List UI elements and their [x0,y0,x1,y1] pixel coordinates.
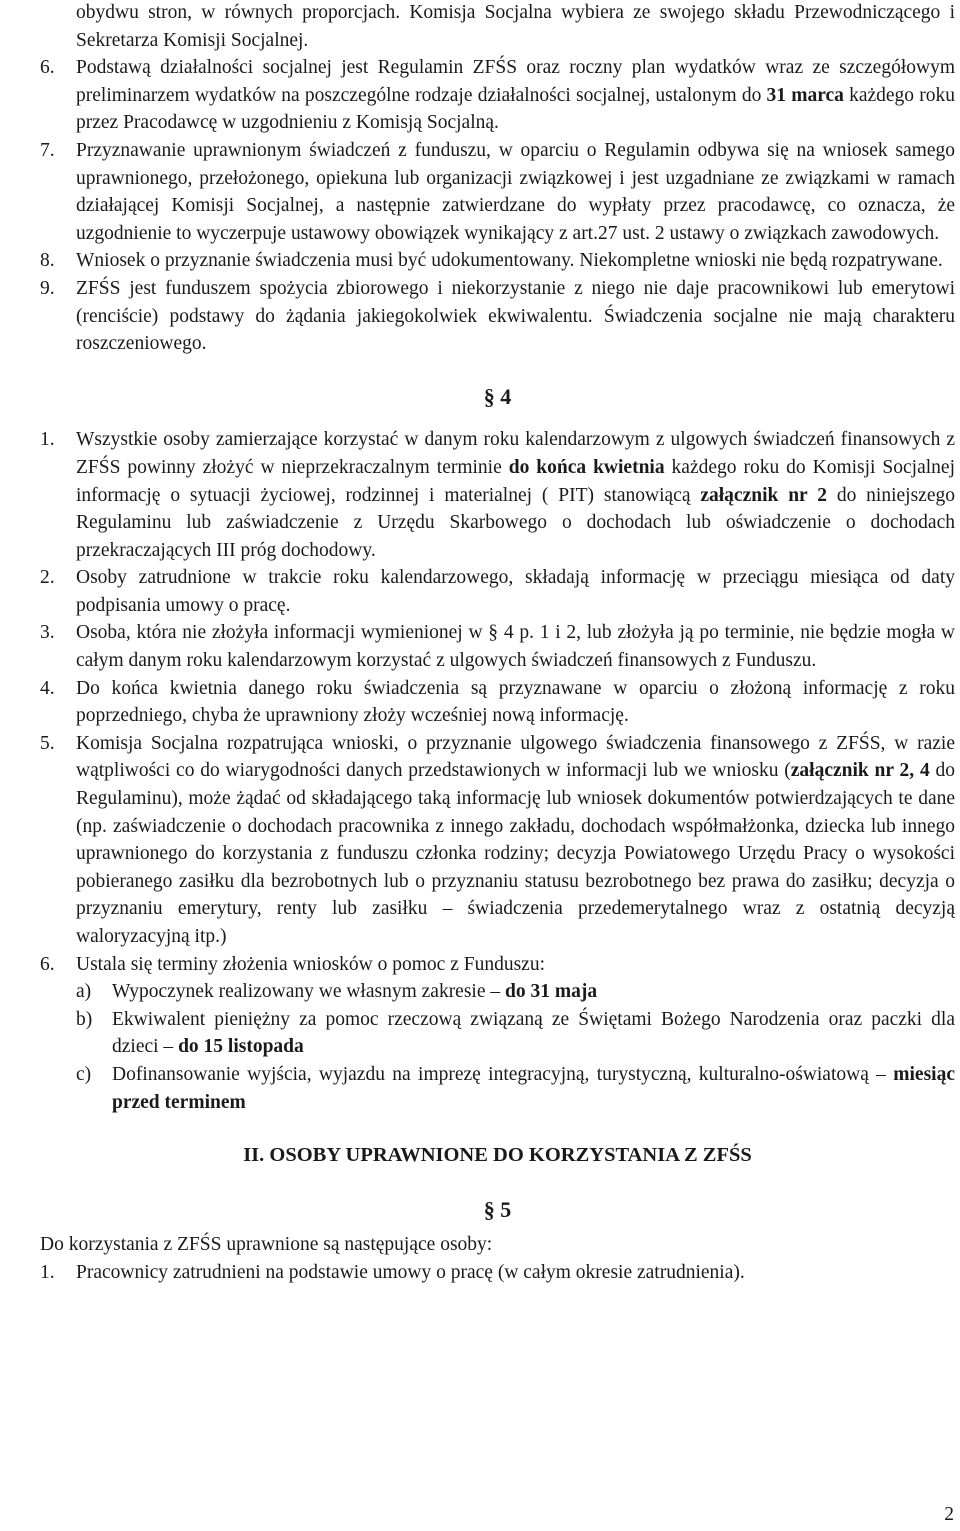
document-page [40,0,955,1287]
item-number: 7. [40,139,55,161]
section-4-item-2 [40,564,955,619]
section-4-list [40,426,955,978]
section-4-item-1 [40,426,955,564]
item-number: 3. [40,622,55,644]
item-number: 9. [40,277,55,299]
text-run: Dofinansowanie wyjścia, wyjazdu na imprezę integracyjną, turystyczną, kulturalno-oświatową – [112,1063,894,1085]
section-5-intro: Do korzystania z ZFŚS uprawnione są następujące osoby: [40,1234,493,1256]
section-4-item-6 [40,951,955,979]
subitem-letter: b) [76,1008,93,1030]
item-number: 2. [40,567,55,589]
text-run: ZFŚS jest funduszem spożycia zbiorowego i niekorzystanie z niego nie daje pracownikowi lub emerytowi (renciście) podstawy do żądania jakiegokolwiek ekwiwalentu. Świadczenia socjalne nie mają charakteru roszczeniowego. [76,277,955,355]
text-run: Ekwiwalent pieniężny za pomoc rzeczową związaną ze Świętami Bożego Narodzenia oraz paczki dla dzieci – [112,1008,955,1058]
subitem-b [40,1006,955,1061]
section-5-item-1 [40,1259,955,1287]
item-number: 1. [40,1261,55,1283]
bold-text: do 15 listopada [178,1036,304,1058]
text-run: Wniosek o przyznanie świadczenia musi być udokumentowany. Niekompletne wnioski nie będą rozpatrywane. [76,250,943,272]
section-3-item-4 [40,275,955,358]
item-number: 6. [40,57,55,79]
item-number: 6. [40,953,55,975]
subitem-letter: c) [76,1063,92,1085]
section-4-item-3 [40,619,955,674]
subitem-a [40,978,955,1006]
item-number: 1. [40,429,55,451]
text-run: Do końca kwietnia danego roku świadczenia są przyznawane w oparciu o złożoną informację z roku poprzedniego, chyba że uprawniony złoży wcześniej nową informację. [76,677,955,727]
item-number: 4. [40,677,55,699]
paragraph-sign-5: § 5 [483,1196,512,1222]
paragraph-sign-4: § 4 [483,383,512,409]
section-3-list [40,54,955,358]
subitem-c [40,1061,955,1116]
bold-text: załącznik nr 2 [700,484,827,506]
text-run: Pracownicy zatrudnieni na podstawie umowy o pracę (w całym okresie zatrudnienia). [76,1261,745,1283]
text-run: Podstawą działalności socjalnej jest Regulamin ZFŚS oraz roczny plan wydatków wraz ze szczegółowym preliminarzem wydatków na poszczególne rodzaje działalności socjalnej, ustalonym do [76,57,955,106]
page-number: 2 [944,1504,954,1526]
section-3-item-3 [40,247,955,275]
text-run: Komisja Socjalna rozpatrująca wnioski, o przyznanie ulgowego świadczenia finansowego z ZFŚS, w razie wątpliwości co do wiarygodności danych przedstawionych w informacji lub we wniosku ( [76,732,955,782]
text-run: Osoby zatrudnione w trakcie roku kalendarzowego, składają informację w przeciągu miesiąca od daty podpisania umowy o pracę. [76,567,955,616]
bold-text: 31 marca [766,84,844,106]
item-number: 8. [40,250,55,272]
section-3-item-2 [40,137,955,247]
section-4-subitems [40,978,955,1116]
section-heading: II. OSOBY UPRAWNIONE DO KORZYSTANIA Z ZFŚS [243,1144,752,1167]
section-5-list [40,1259,955,1287]
text-run: Przyznawanie uprawnionym świadczeń z funduszu, w oparciu o Regulamin odbywa się na wniosek samego uprawnionego, przełożonego, opiekuna lub organizacji związkowej i jest uzgadniane ze związkami w ramach działającej Komisji Socjalnej, a następnie zatwierdzane do wypłaty przez pracodawcę, co oznacza, że uzgodnienie to wyczerpuje ustawowy obowiązek wynikający z art.27 ust. 2 ustawy o związkach zawodowych. [76,139,955,244]
text-run: do niniejszego Regulaminu lub zaświadczenie z Urzędu Skarbowego o dochodach lub oświadczenie o dochodach przekraczających III próg dochodowy. [76,484,955,561]
text-run: każdego roku do Komisji Socjalnej informację o sytuacji życiowej, rodzinnej i materialnej ( PIT) stanowiącą [76,456,955,506]
text-run: do Regulaminu), może żądać od składającego taką informację lub wniosek dokumentów potwierdzających te dane (np. zaświadczenie o dochodach pracownika z innego zakładu, dochodach współmałżonka, dziecka lub innego uprawnionego do korzystania z funduszu członka rodziny; decyzja Powiatowego Urzędu Pracy o wysokości pobieranego zasiłku dla bezrobotnych lub o przyznaniu statusu bezrobotnego bez prawa do zasiłku; decyzja o przyznaniu emerytury, renty lub zasiłku – świadczenia przedemerytalnego wraz z ostatnią decyzją waloryzacyjną itp.) [76,760,956,947]
section-4-item-4 [40,675,955,730]
section-4-item-5 [40,730,955,951]
bold-text: załącznik nr 2, 4 [790,760,930,782]
text-run: Wypoczynek realizowany we własnym zakresie – [112,981,505,1003]
text-run: każdego roku przez Pracodawcę w uzgodnieniu z Komisją Socjalną. [76,84,955,134]
text-run: Ustala się terminy złożenia wniosków o pomoc z Funduszu: [76,953,545,975]
continuation-paragraph: obydwu stron, w równych proporcjach. Komisja Socjalna wybiera ze swojego składu Przewodniczącego i Sekretarza Komisji Socjalnej. [76,2,955,51]
text-run: Osoba, która nie złożyła informacji wymienionej w § 4 p. 1 i 2, lub złożyła ją po terminie, nie będzie mogła w całym danym roku kalendarzowym korzystać z ulgowych świadczeń finansowych z Funduszu. [76,622,955,672]
text-run: Wszystkie osoby zamierzające korzystać w danym roku kalendarzowym z ulgowych świadczeń finansowych z ZFŚS powinny złożyć w nieprzekraczalnym terminie [76,429,955,478]
section-3-item-1 [40,54,955,137]
bold-text: miesiąc przed terminem [112,1063,955,1113]
bold-text: do 31 maja [505,981,598,1003]
bold-text: do końca kwietnia [508,456,665,478]
item-number: 5. [40,732,55,754]
subitem-letter: a) [76,981,92,1003]
